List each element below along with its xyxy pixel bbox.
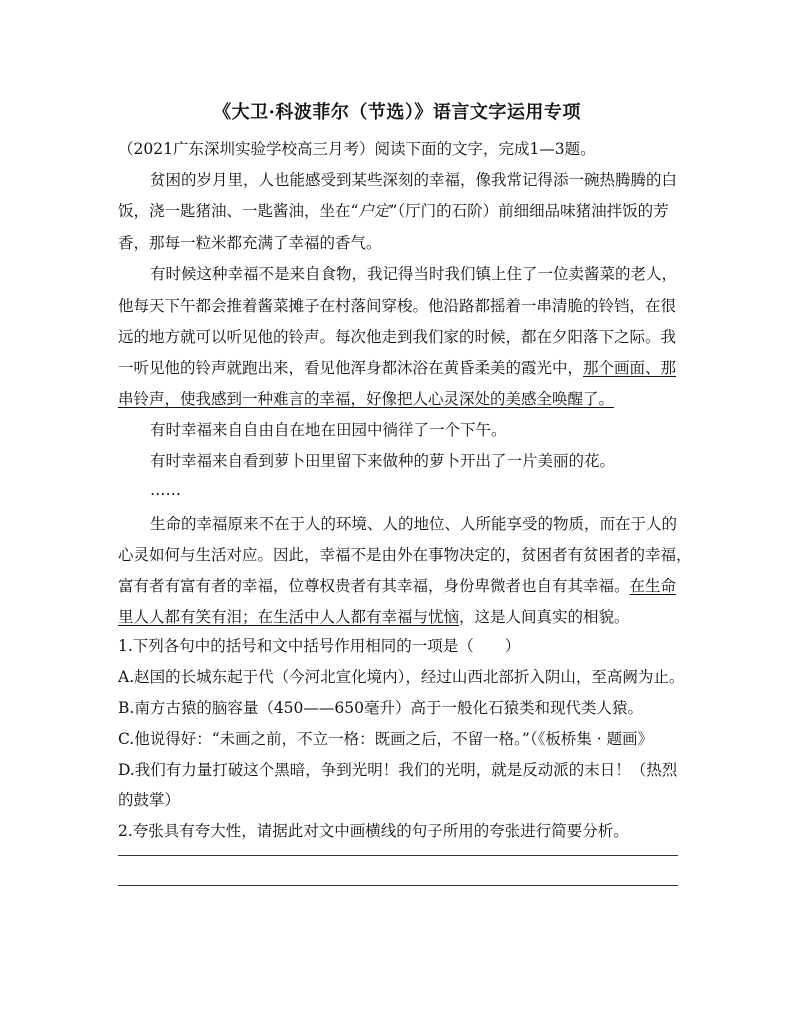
passage-p1-line3: 香，那每一粒米都充满了幸福的香气。 bbox=[118, 234, 382, 252]
passage-ellipsis: …… bbox=[150, 481, 181, 499]
passage-p5-line4 bbox=[118, 607, 630, 627]
underlined-sentence: 那个画面、那 bbox=[583, 359, 677, 377]
passage-p4: 有时幸福来自看到萝卜田里留下来做种的萝卜开出了一片美丽的花。 bbox=[150, 452, 616, 470]
question-1-stem: 1.下列各句中的括号和文中括号作用相同的一项是（ ） bbox=[118, 637, 521, 655]
passage-p2-line5 bbox=[118, 389, 614, 409]
answer-line[interactable] bbox=[118, 855, 678, 856]
passage-p2-line4 bbox=[118, 358, 676, 378]
underlined-sentence: 在生命 bbox=[629, 577, 677, 595]
underlined-sentence: 串铃声，使我感到一种难言的幸福，好像把人心灵深处的美感全唤醒了。 bbox=[118, 390, 615, 408]
question-1-option-c: C.他说得好：“未画之前，不立一格：既画之后，不留一格。”（《板桥集 · 题画》 bbox=[118, 730, 654, 748]
passage-p5-line3 bbox=[118, 576, 676, 596]
intro-line: （2021广东深圳实验学校高三月考）阅读下面的文字，完成1—3题。 bbox=[118, 140, 596, 158]
question-1-option-b: B.南方古猿的脑容量（450——650毫升）高于一般化石猿类和现代类人猿。 bbox=[118, 699, 643, 717]
passage-term: 户定 bbox=[358, 202, 390, 220]
question-1-option-d-line1: D.我们有力量打破这个黑暗，争到光明！我们的光明，就是反动派的末日！（热烈 bbox=[118, 761, 678, 779]
passage-p3: 有时幸福来自自由自在地在田园中徜徉了一个下午。 bbox=[150, 421, 507, 439]
passage-p1-line1: 贫困的岁月里，人也能感受到某些深刻的幸福，像我常记得添一碗热腾腾的白 bbox=[150, 171, 678, 189]
passage-text: ，这是人间真实的相貌。 bbox=[459, 608, 630, 626]
question-2-stem: 2.夸张具有夸大性，请据此对文中画横线的句子所用的夸张进行简要分析。 bbox=[118, 822, 629, 840]
page-title: 《大卫·科波菲尔（节选）》语言文字运用专项 bbox=[213, 102, 581, 123]
underlined-sentence: 里人人都有笑有泪；在生活中人人都有幸福与忧恼 bbox=[118, 608, 460, 626]
answer-line[interactable] bbox=[118, 885, 678, 886]
passage-text: ”（厅门的石阶）前细细品味猪油拌饭的芳 bbox=[389, 202, 669, 220]
passage-p2-line3: 远的地方就可以听见他的铃声。每次他走到我们家的时候，都在夕阳落下之际。我 bbox=[118, 328, 677, 346]
passage-p5-line2: 心灵如何与生活对应。因此，幸福不是由外在事物决定的，贫困者有贫困者的幸福， bbox=[118, 546, 692, 564]
question-1-option-a: A.赵国的长城东起于代（今河北宣化境内），经过山西北部折入阴山，至高阙为止。 bbox=[118, 668, 685, 686]
question-1-option-d-line2: 的鼓掌） bbox=[118, 791, 181, 809]
passage-p1-line2 bbox=[118, 201, 669, 221]
passage-p5-line1: 生命的幸福原来不在于人的环境、人的地位、人所能享受的物质，而在于人的 bbox=[150, 515, 678, 533]
passage-text: 一听见他的铃声就跑出来，看见他浑身都沐浴在黄昏柔美的霞光中， bbox=[118, 359, 584, 377]
passage-p2-line2: 他每天下午都会推着酱菜摊子在村落间穿梭。他沿路都摇着一串清脆的铃铛，在很 bbox=[118, 297, 677, 315]
passage-p2-line1: 有时候这种幸福不是来自食物，我记得当时我们镇上住了一位卖酱菜的老人， bbox=[150, 265, 678, 283]
passage-text: 饭，浇一匙猪油、一匙酱油，坐在“ bbox=[118, 202, 359, 220]
passage-text: 富有者有富有者的幸福，位尊权贵者有其幸福，身份卑微者也自有其幸福。 bbox=[118, 577, 630, 595]
